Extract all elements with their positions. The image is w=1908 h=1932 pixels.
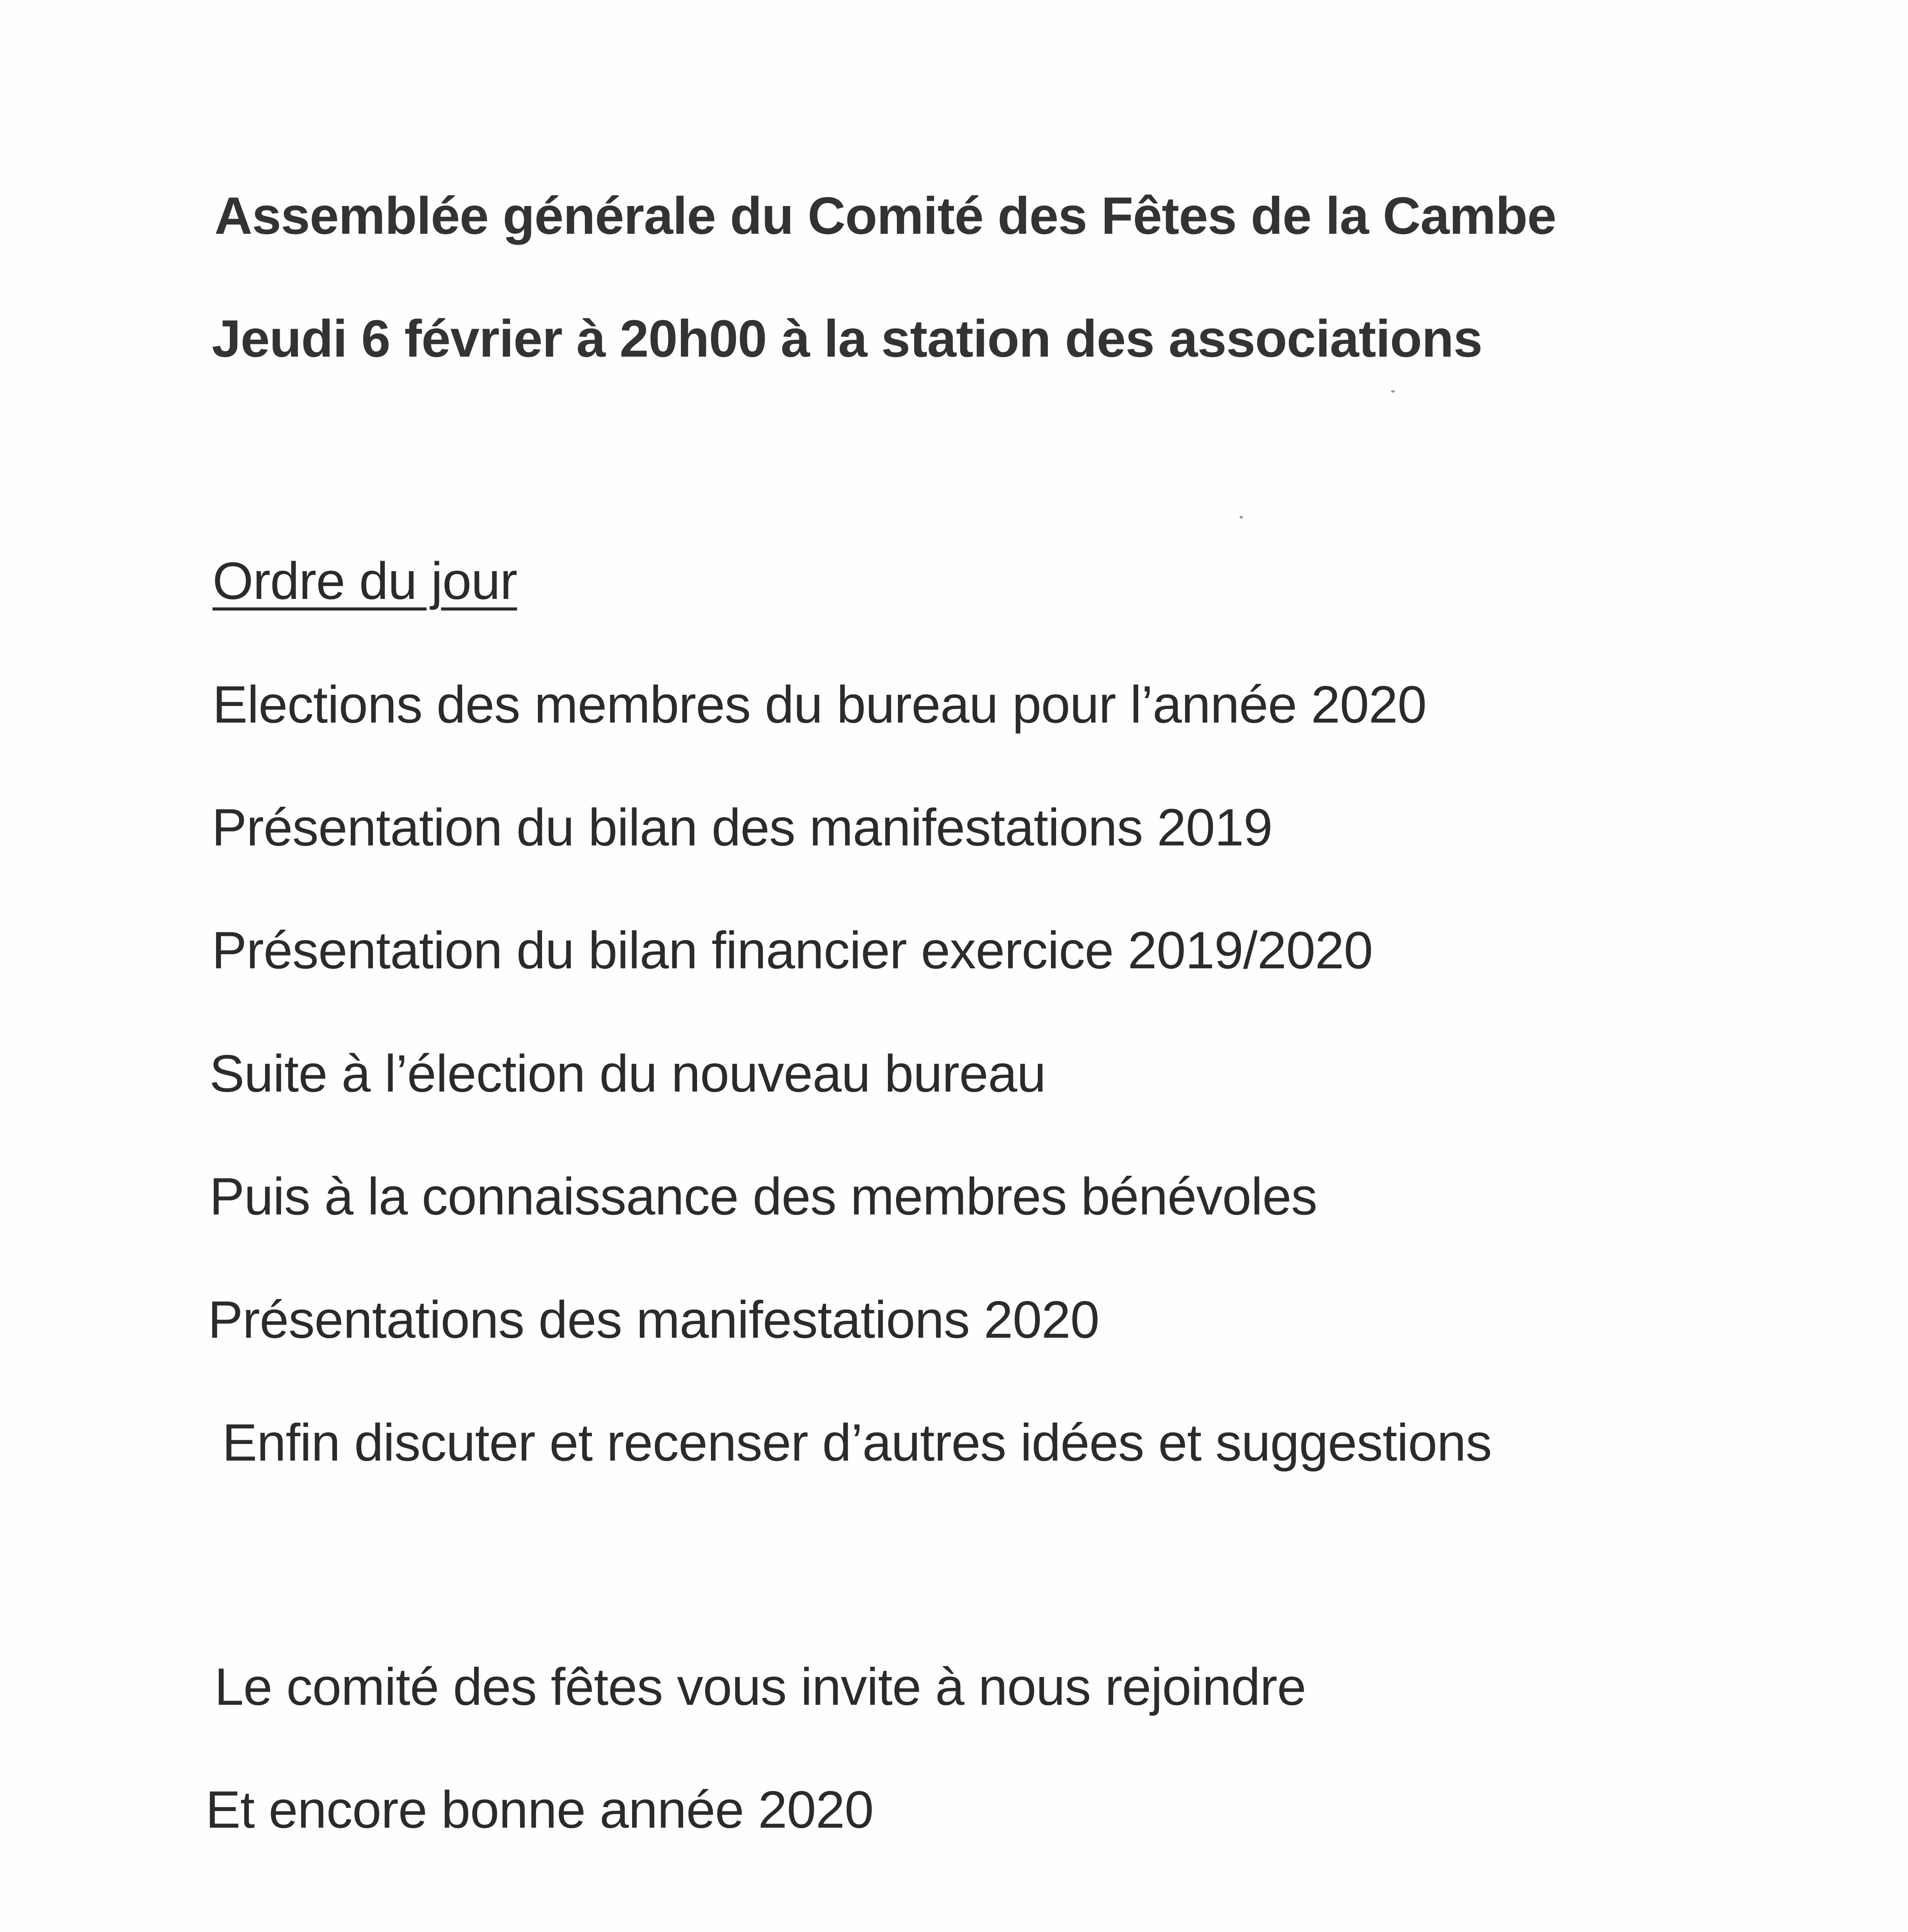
agenda-item: Présentation du bilan des manifestations 2019 — [212, 798, 1272, 857]
closing-wishes: Et encore bonne année 2020 — [206, 1780, 874, 1839]
agenda-item: Puis à la connaissance des membres bénévoles — [209, 1167, 1317, 1226]
scan-speck — [1391, 390, 1395, 393]
agenda-heading: Ordre du jour — [213, 551, 517, 610]
agenda-item: Elections des membres du bureau pour l’année 2020 — [213, 675, 1427, 734]
document-subtitle: Jeudi 6 février à 20h00 à la station des associations — [212, 309, 1483, 368]
agenda-item: Enfin discuter et recenser d’autres idées et suggestions — [222, 1413, 1492, 1472]
closing-invitation: Le comité des fêtes vous invite à nous rejoindre — [214, 1657, 1306, 1716]
agenda-item: Présentation du bilan financier exercice 2019/2020 — [212, 921, 1373, 980]
agenda-item: Suite à l’élection du nouveau bureau — [209, 1044, 1046, 1103]
document-title: Assemblée générale du Comité des Fêtes de la Cambe — [214, 186, 1556, 245]
scan-speck — [1240, 516, 1243, 519]
agenda-item: Présentations des manifestations 2020 — [208, 1290, 1099, 1349]
